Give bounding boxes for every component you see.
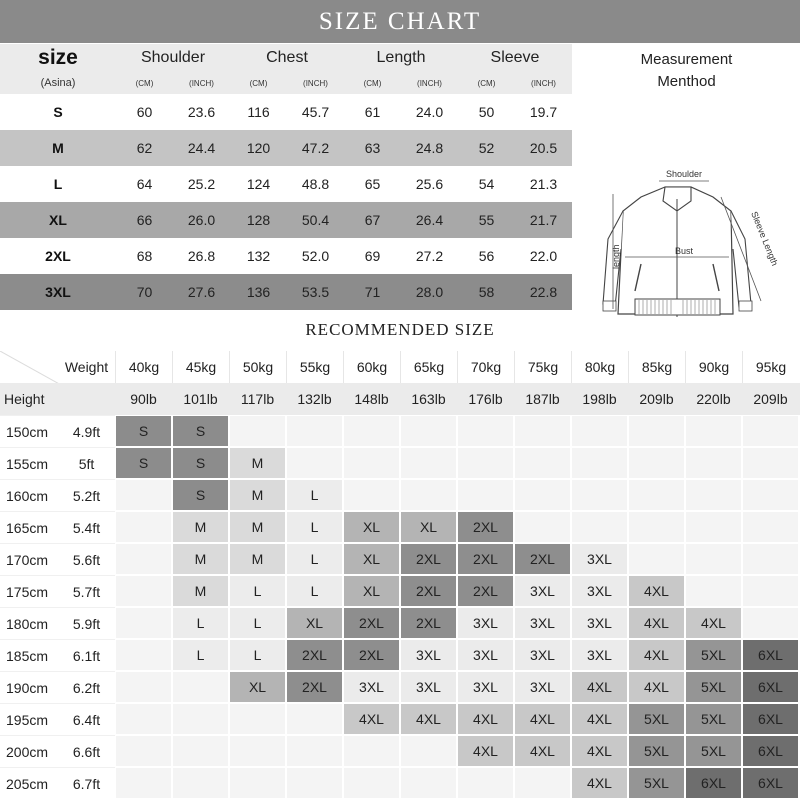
size-value: 25.6	[415, 176, 444, 192]
size-recommendation-cell: 4XL	[400, 703, 457, 735]
unit-label: (CM)	[249, 78, 268, 88]
size-value: 45.7	[301, 104, 330, 120]
size-recommendation-cell	[115, 511, 172, 543]
size-recommendation-cell	[400, 415, 457, 447]
size-value: 66	[136, 212, 153, 228]
size-recommendation-cell: L	[229, 607, 286, 639]
size-recommendation-cell	[514, 447, 571, 479]
size-recommendation-cell: L	[286, 511, 343, 543]
unit-label: (INCH)	[417, 78, 442, 88]
size-recommendation-cell: XL	[229, 671, 286, 703]
size-recommendation-cell	[115, 479, 172, 511]
size-recommendation-cell: 2XL	[343, 607, 400, 639]
size-recommendation-cell: 6XL	[742, 671, 799, 703]
size-recommendation-cell: 6XL	[742, 735, 799, 767]
height-cm: 190cm	[0, 671, 58, 703]
size-recommendation-cell	[685, 575, 742, 607]
recommended-size-grid	[0, 351, 800, 800]
size-value: 22.0	[529, 248, 558, 264]
size-recommendation-cell	[400, 735, 457, 767]
size-value: 50.4	[301, 212, 330, 228]
size-recommendation-cell	[685, 447, 742, 479]
size-recommendation-cell	[571, 415, 628, 447]
weight-lb: 163lb	[411, 391, 446, 407]
length-header: Length	[376, 49, 426, 66]
size-recommendation-cell: M	[229, 511, 286, 543]
size-recommendation-cell: 5XL	[685, 735, 742, 767]
size-recommendation-cell: 2XL	[400, 575, 457, 607]
size-recommendation-cell: S	[115, 447, 172, 479]
weight-kg: 45kg	[172, 351, 229, 383]
size-value: 61	[364, 104, 381, 120]
size-recommendation-cell: 4XL	[571, 703, 628, 735]
size-value: 52.0	[301, 248, 330, 264]
size-recommendation-cell	[628, 479, 685, 511]
size-recommendation-cell	[457, 767, 514, 799]
size-recommendation-cell: 3XL	[571, 607, 628, 639]
size-value: 116	[247, 104, 270, 120]
size-recommendation-cell: 2XL	[400, 607, 457, 639]
size-recommendation-cell: 3XL	[571, 543, 628, 575]
size-recommendation-cell: 3XL	[514, 639, 571, 671]
weight-kg: 90kg	[685, 351, 742, 383]
size-recommendation-cell	[286, 767, 343, 799]
size-recommendation-cell	[343, 415, 400, 447]
size-recommendation-cell	[343, 767, 400, 799]
size-row	[0, 130, 572, 166]
size-recommendation-cell: 3XL	[400, 671, 457, 703]
size-recommendation-cell: 4XL	[571, 671, 628, 703]
size-recommendation-cell: 5XL	[685, 703, 742, 735]
height-ft: 5ft	[58, 447, 115, 479]
size-recommendation-cell: L	[229, 639, 286, 671]
weight-kg: 80kg	[571, 351, 628, 383]
height-cm: 170cm	[0, 543, 58, 575]
height-cm: 180cm	[0, 607, 58, 639]
size-value: 63	[364, 140, 381, 156]
size-value: 70	[136, 284, 153, 300]
size-recommendation-cell	[172, 767, 229, 799]
size-recommendation-cell: S	[115, 415, 172, 447]
size-recommendation-cell: 4XL	[514, 735, 571, 767]
size-value: 120	[246, 140, 271, 156]
height-cm: 165cm	[0, 511, 58, 543]
size-recommendation-cell	[286, 447, 343, 479]
height-ft: 6.2ft	[58, 671, 115, 703]
height-cm: 195cm	[0, 703, 58, 735]
size-recommendation-cell: 4XL	[343, 703, 400, 735]
size-recommendation-cell: 2XL	[286, 671, 343, 703]
height-ft: 6.6ft	[58, 735, 115, 767]
size-recommendation-cell	[457, 479, 514, 511]
size-recommendation-cell: 3XL	[514, 671, 571, 703]
size-value: 128	[246, 212, 271, 228]
size-recommendation-cell	[514, 479, 571, 511]
size-recommendation-cell: 4XL	[628, 575, 685, 607]
size-value: 58	[478, 284, 495, 300]
size-recommendation-cell: 5XL	[685, 639, 742, 671]
height-ft: 5.9ft	[58, 607, 115, 639]
size-recommendation-cell: 4XL	[457, 703, 514, 735]
size-recommendation-cell: 4XL	[628, 607, 685, 639]
weight-kg: 95kg	[742, 351, 799, 383]
size-value: 55	[478, 212, 495, 228]
size-value: 68	[136, 248, 153, 264]
size-recommendation-cell	[742, 447, 799, 479]
size-recommendation-cell: 5XL	[628, 703, 685, 735]
size-recommendation-cell: M	[172, 575, 229, 607]
size-recommendation-cell: XL	[343, 575, 400, 607]
weight-kg: 40kg	[115, 351, 172, 383]
weight-kg: 65kg	[400, 351, 457, 383]
size-recommendation-cell: M	[172, 543, 229, 575]
size-recommendation-cell: 4XL	[571, 735, 628, 767]
size-recommendation-cell: 2XL	[343, 639, 400, 671]
weight-kg: 55kg	[286, 351, 343, 383]
size-recommendation-cell	[514, 767, 571, 799]
size-value: 124	[246, 176, 271, 192]
size-chart-header	[0, 44, 572, 72]
size-value: 27.6	[187, 284, 216, 300]
size-recommendation-cell: 5XL	[628, 767, 685, 799]
size-value: 23.6	[187, 104, 216, 120]
weight-kg: 50kg	[229, 351, 286, 383]
size-recommendation-cell: 6XL	[685, 767, 742, 799]
size-value: 132	[246, 248, 271, 264]
size-recommendation-cell	[115, 671, 172, 703]
size-value: 60	[136, 104, 153, 120]
size-recommendation-cell: 3XL	[514, 607, 571, 639]
height-label: Height	[4, 391, 45, 407]
weight-label: Weight	[64, 359, 109, 375]
size-row	[0, 238, 572, 274]
height-ft: 5.6ft	[58, 543, 115, 575]
size-recommendation-cell: 4XL	[628, 671, 685, 703]
measurement-method-title	[573, 49, 800, 93]
size-recommendation-cell	[229, 767, 286, 799]
asina-subheader: (Asina)	[40, 77, 76, 89]
size-recommendation-cell	[742, 415, 799, 447]
sleeve-length-label: Sleeve Length	[749, 210, 780, 268]
size-recommendation-cell: 3XL	[514, 575, 571, 607]
height-ft: 4.9ft	[58, 415, 115, 447]
size-value: 136	[246, 284, 271, 300]
size-recommendation-cell: 4XL	[685, 607, 742, 639]
unit-label: (CM)	[477, 78, 496, 88]
size-recommendation-cell: 6XL	[742, 703, 799, 735]
size-recommendation-cell	[628, 511, 685, 543]
unit-label: (INCH)	[531, 78, 556, 88]
weight-lb: 132lb	[297, 391, 332, 407]
size-recommendation-cell: M	[229, 479, 286, 511]
size-value: 71	[364, 284, 381, 300]
size-recommendation-cell: 2XL	[457, 575, 514, 607]
size-recommendation-cell: 4XL	[514, 703, 571, 735]
size-recommendation-cell: 6XL	[742, 639, 799, 671]
unit-label: (CM)	[363, 78, 382, 88]
height-cm: 175cm	[0, 575, 58, 607]
size-recommendation-cell: 3XL	[571, 575, 628, 607]
size-recommendation-cell	[172, 671, 229, 703]
unit-label: (CM)	[135, 78, 154, 88]
size-recommendation-cell: 3XL	[571, 639, 628, 671]
weight-kg: 70kg	[457, 351, 514, 383]
sleeve-header: Sleeve	[490, 49, 540, 66]
size-row	[0, 202, 572, 238]
size-recommendation-cell	[172, 703, 229, 735]
height-ft: 6.4ft	[58, 703, 115, 735]
size-recommendation-cell	[742, 607, 799, 639]
size-recommendation-cell	[457, 415, 514, 447]
size-recommendation-cell: L	[286, 479, 343, 511]
weight-lb: 101lb	[183, 391, 218, 407]
size-recommendation-cell	[229, 703, 286, 735]
size-recommendation-cell	[628, 447, 685, 479]
size-value: 64	[136, 176, 153, 192]
size-recommendation-cell: 2XL	[514, 543, 571, 575]
weight-lb: 198lb	[582, 391, 617, 407]
size-recommendation-cell: 2XL	[400, 543, 457, 575]
weight-lb: 209lb	[639, 391, 674, 407]
size-value: 62	[136, 140, 153, 156]
bust-label: Bust	[674, 246, 694, 256]
size-recommendation-cell	[115, 703, 172, 735]
size-value: 26.0	[187, 212, 216, 228]
size-recommendation-cell: S	[172, 447, 229, 479]
weight-lb: 90lb	[130, 391, 157, 407]
size-value: 52	[478, 140, 495, 156]
size-recommendation-cell: L	[286, 575, 343, 607]
size-recommendation-cell: S	[172, 415, 229, 447]
size-chart-units-row	[0, 72, 572, 94]
size-recommendation-cell	[628, 543, 685, 575]
size-recommendation-cell	[115, 607, 172, 639]
size-recommendation-cell: XL	[343, 511, 400, 543]
size-recommendation-cell	[685, 479, 742, 511]
size-recommendation-cell: 4XL	[571, 767, 628, 799]
size-recommendation-cell	[628, 415, 685, 447]
unit-label: (INCH)	[189, 78, 214, 88]
size-recommendation-cell: 2XL	[286, 639, 343, 671]
size-recommendation-cell: 4XL	[628, 639, 685, 671]
size-recommendation-cell: 6XL	[742, 767, 799, 799]
size-recommendation-cell	[571, 447, 628, 479]
size-recommendation-cell: 3XL	[457, 639, 514, 671]
size-recommendation-cell: S	[172, 479, 229, 511]
height-ft: 6.1ft	[58, 639, 115, 671]
size-recommendation-cell	[742, 575, 799, 607]
size-recommendation-cell	[343, 447, 400, 479]
size-recommendation-cell	[286, 703, 343, 735]
height-ft: 5.4ft	[58, 511, 115, 543]
size-recommendation-cell	[514, 511, 571, 543]
weight-lb: 220lb	[696, 391, 731, 407]
size-recommendation-cell	[685, 415, 742, 447]
size-label: XL	[49, 212, 67, 228]
size-value: 25.2	[187, 176, 216, 192]
weight-kg: 60kg	[343, 351, 400, 383]
right-sleeve-icon	[731, 211, 751, 307]
size-value: 22.8	[529, 284, 558, 300]
height-cm: 200cm	[0, 735, 58, 767]
size-row	[0, 166, 572, 202]
height-ft: 5.7ft	[58, 575, 115, 607]
size-value: 24.8	[415, 140, 444, 156]
size-recommendation-cell	[742, 511, 799, 543]
banner-title: SIZE CHART	[0, 0, 800, 43]
measurement-title-line2: Menthod	[657, 73, 716, 90]
size-recommendation-cell	[115, 767, 172, 799]
size-recommendation-cell	[343, 479, 400, 511]
size-value: 50	[478, 104, 495, 120]
size-recommendation-cell	[742, 479, 799, 511]
size-recommendation-cell: 5XL	[685, 671, 742, 703]
size-recommendation-cell	[343, 735, 400, 767]
size-recommendation-cell: M	[229, 447, 286, 479]
size-recommendation-cell: 3XL	[457, 671, 514, 703]
height-cm: 205cm	[0, 767, 58, 799]
size-value: 67	[364, 212, 381, 228]
size-recommendation-cell	[400, 767, 457, 799]
size-value: 48.8	[301, 176, 330, 192]
size-recommendation-cell	[172, 735, 229, 767]
size-recommendation-cell	[115, 639, 172, 671]
size-value: 21.3	[529, 176, 558, 192]
measurement-method-panel	[573, 44, 800, 310]
size-recommendation-cell: 3XL	[400, 639, 457, 671]
size-recommendation-cell	[286, 415, 343, 447]
height-ft: 5.2ft	[58, 479, 115, 511]
size-recommendation-cell: 5XL	[628, 735, 685, 767]
size-recommendation-cell	[115, 735, 172, 767]
weight-kg: 75kg	[514, 351, 571, 383]
size-value: 28.0	[415, 284, 444, 300]
size-recommendation-cell: 4XL	[457, 735, 514, 767]
size-recommendation-cell: XL	[286, 607, 343, 639]
size-recommendation-cell	[514, 415, 571, 447]
size-recommendation-cell: L	[172, 607, 229, 639]
size-recommendation-cell	[685, 511, 742, 543]
size-recommendation-cell	[229, 415, 286, 447]
size-recommendation-cell	[229, 735, 286, 767]
size-recommendation-cell	[571, 511, 628, 543]
size-recommendation-cell: L	[286, 543, 343, 575]
size-row	[0, 94, 572, 130]
size-value: 65	[364, 176, 381, 192]
height-ft: 6.7ft	[58, 767, 115, 799]
size-label: M	[52, 140, 64, 156]
size-recommendation-cell	[742, 543, 799, 575]
height-cm: 160cm	[0, 479, 58, 511]
size-value: 26.8	[187, 248, 216, 264]
size-value: 47.2	[301, 140, 330, 156]
size-value: 20.5	[529, 140, 558, 156]
weight-kg: 85kg	[628, 351, 685, 383]
height-cm: 150cm	[0, 415, 58, 447]
size-value: 21.7	[529, 212, 558, 228]
weight-lb: 148lb	[354, 391, 389, 407]
size-recommendation-cell	[685, 543, 742, 575]
size-recommendation-cell	[115, 543, 172, 575]
weight-lb: 117lb	[240, 391, 275, 407]
size-value: 69	[364, 248, 381, 264]
size-recommendation-cell: 2XL	[457, 543, 514, 575]
measurement-title-line1: Measurement	[640, 51, 733, 68]
size-value: 27.2	[415, 248, 444, 264]
weight-lb: 176lb	[468, 391, 503, 407]
size-value: 24.0	[415, 104, 444, 120]
shoulder-label: Shoulder	[665, 169, 703, 179]
size-value: 26.4	[415, 212, 444, 228]
height-cm: 185cm	[0, 639, 58, 671]
weight-lb: 209lb	[753, 391, 788, 407]
size-recommendation-cell: 3XL	[457, 607, 514, 639]
size-recommendation-cell: L	[229, 575, 286, 607]
size-label: 3XL	[45, 284, 71, 300]
size-recommendation-cell	[400, 479, 457, 511]
height-cm: 155cm	[0, 447, 58, 479]
size-recommendation-cell: M	[229, 543, 286, 575]
size-recommendation-cell: XL	[343, 543, 400, 575]
shoulder-header: Shoulder	[140, 49, 206, 66]
size-chart-table	[0, 44, 572, 310]
chest-header: Chest	[266, 49, 308, 66]
length-label: length	[611, 244, 621, 269]
size-label: L	[53, 176, 63, 192]
size-recommendation-cell: 2XL	[457, 511, 514, 543]
size-recommendation-cell	[571, 479, 628, 511]
size-value: 54	[478, 176, 495, 192]
size-recommendation-cell: 3XL	[343, 671, 400, 703]
jacket-diagram	[573, 139, 800, 339]
size-value: 24.4	[187, 140, 216, 156]
size-value: 56	[478, 248, 495, 264]
size-recommendation-cell	[457, 447, 514, 479]
size-recommendation-cell	[115, 575, 172, 607]
size-value: 19.7	[529, 104, 558, 120]
size-row	[0, 274, 572, 310]
size-recommendation-cell	[286, 735, 343, 767]
unit-label: (INCH)	[303, 78, 328, 88]
size-column-header: size	[38, 46, 78, 69]
size-recommendation-cell: XL	[400, 511, 457, 543]
weight-lb: 187lb	[525, 391, 560, 407]
size-label: 2XL	[45, 248, 71, 264]
size-recommendation-cell: M	[172, 511, 229, 543]
size-label: S	[53, 104, 63, 120]
recommended-size-title: RECOMMENDED SIZE	[305, 320, 495, 339]
size-recommendation-cell	[400, 447, 457, 479]
size-value: 53.5	[301, 284, 330, 300]
size-recommendation-cell: L	[172, 639, 229, 671]
